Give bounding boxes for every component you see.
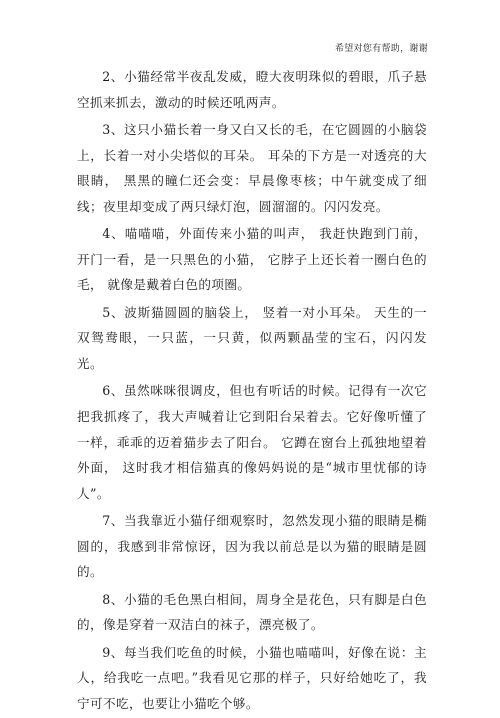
paragraph-6: 6、虽然咪咪很调皮，但也有听话的时候。记得有一次它把我抓疼了，我大声喊着让它到阳台呆着去。它好像听懂了一样，乖乖的迈着猫步去了阳台。 它蹲在窗台上孤独地望着外面， 这时我才相信猫真的像妈妈说的是“城市里忧郁的诗人”。 bbox=[77, 383, 427, 501]
paragraph-8: 8、小猫的毛色黑白相间，周身全是花色，只有脚是白色的，像是穿着一双洁白的袜子，漂亮极了。 bbox=[77, 591, 427, 633]
paragraph-3: 3、这只小猫长着一身又白又长的毛，在它圆圆的小脑袋上，长着一对小尖塔似的耳朵。 耳朵的下方是一对透亮的大眼睛， 黑黑的瞳仁还会变：早晨像枣核；中午就变成了细线；夜里却变成了两只绿灯泡，圆溜溜的。闪闪发亮。 bbox=[77, 121, 427, 214]
document-body bbox=[77, 64, 427, 718]
paragraph-2: 2、小猫经常半夜乱发威，瞪大夜明珠似的碧眼，爪子悬空抓来抓去，激动的时候还吼两声。 bbox=[77, 69, 427, 110]
paragraph-9: 9、每当我们吃鱼的时候，小猫也喵喵叫，好像在说：主人，给我吃一点吧。”我看见它那的样子，只好给她吃了，我宁可不吃，也要让小猫吃个够。 bbox=[77, 644, 427, 711]
paragraph-5: 5、波斯猫圆圆的脑袋上， 竖着一对小耳朵。 天生的一双鸳鸯眼，一只蓝，一只黄，似两颗晶莹的宝石，闪闪发光。 bbox=[77, 304, 427, 371]
paragraph-7: 7、当我靠近小猫仔细观察时，忽然发现小猫的眼睛是椭圆的，我感到非常惊讶，因为我以前总是以为猫的眼睛是圆的。 bbox=[77, 513, 427, 580]
paragraph-4: 4、喵喵喵，外面传来小猫的叫声， 我赶快跑到门前， 开门一看，是一只黑色的小猫， 它脖子上还长着一圈白色的毛， 就像是戴着白色的项圈。 bbox=[77, 226, 427, 293]
header-note: 希望对您有帮助，谢谢 bbox=[334, 44, 428, 54]
